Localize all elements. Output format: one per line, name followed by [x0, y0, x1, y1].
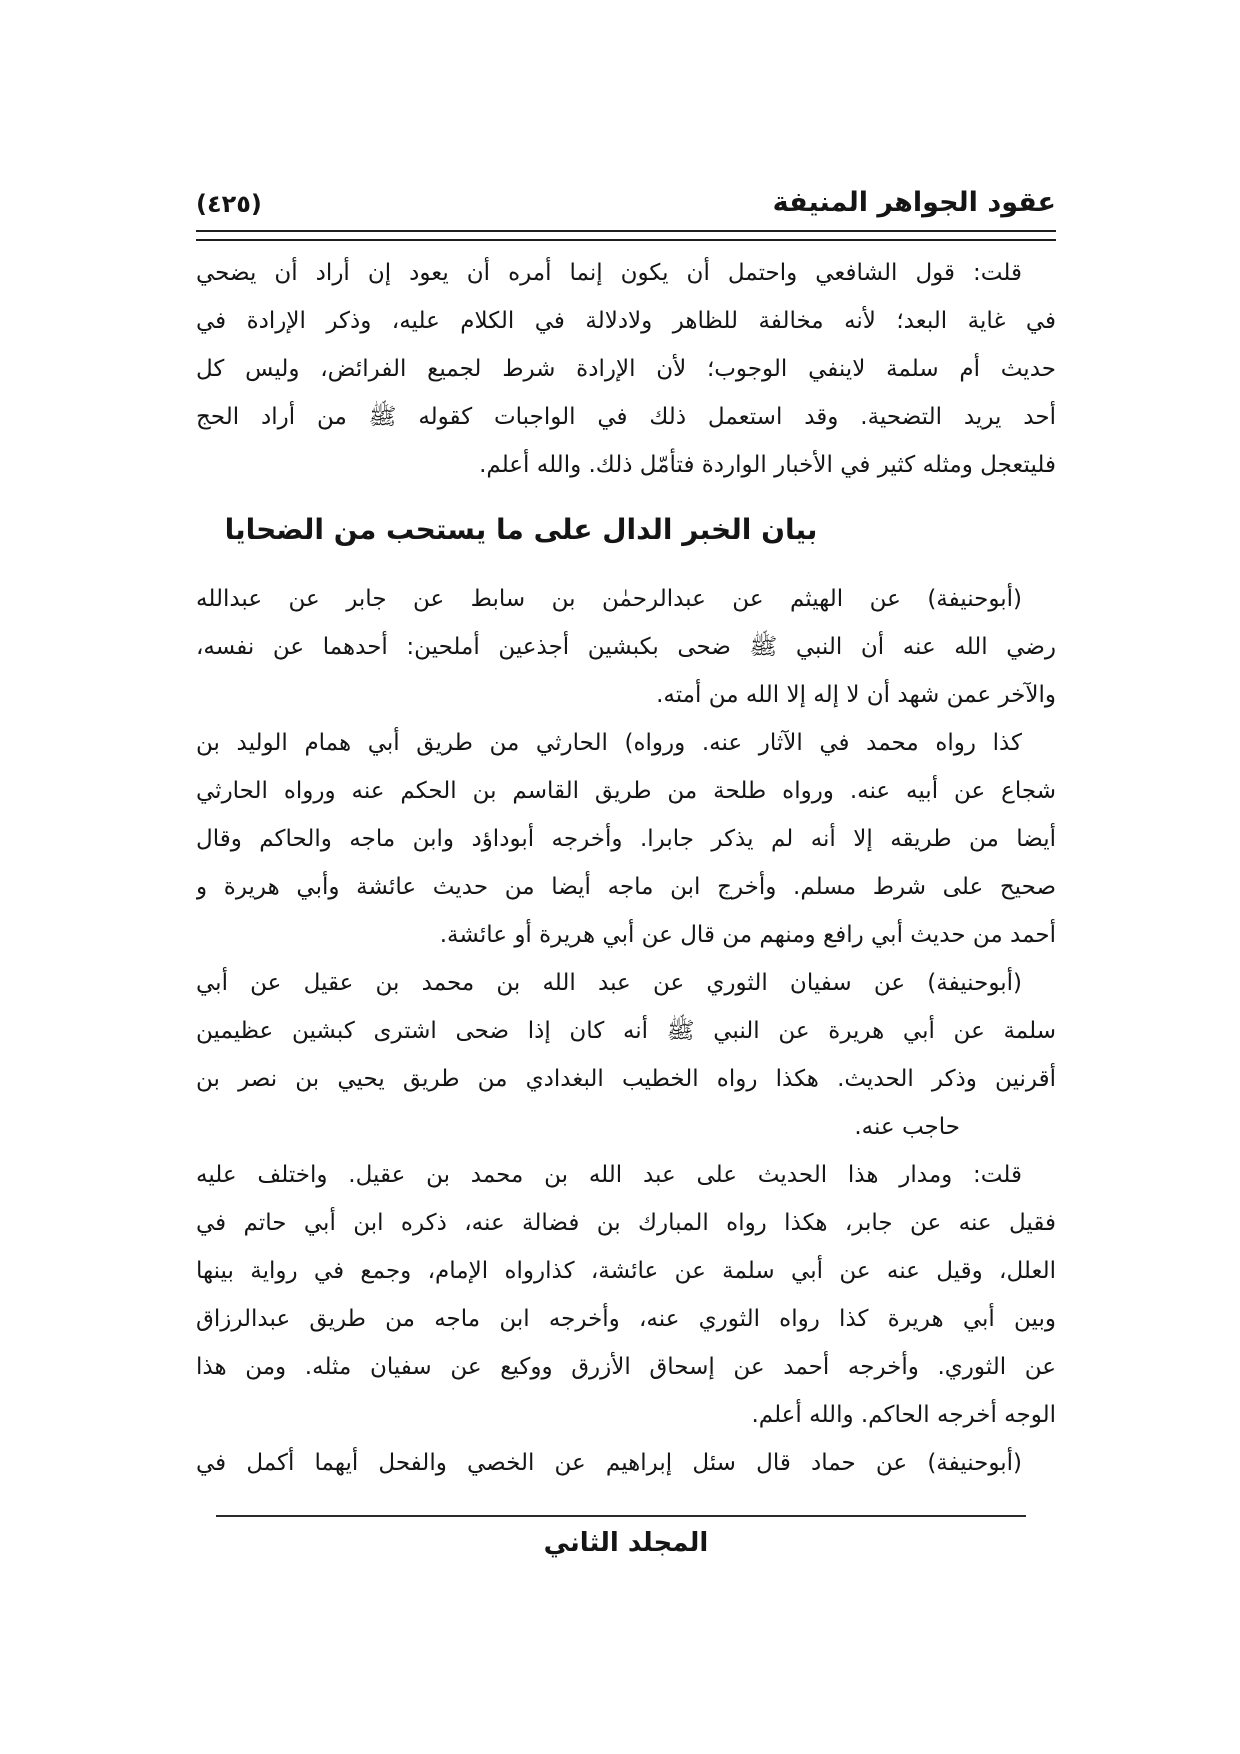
paragraph: [196, 719, 1056, 959]
paragraph: [196, 959, 1056, 1151]
page-number: (٤٢٥): [196, 190, 262, 218]
text-line: سلمة عن أبي هريرة عن النبي ﷺ أنه كان إذا ضحى اشترى كبشين عظيمين: [196, 1018, 1056, 1044]
text-line: شجاع عن أبيه عنه. ورواه طلحة من طريق القاسم بن الحكم عنه ورواه الحارثي: [196, 778, 1056, 804]
running-head: [196, 184, 1056, 218]
text-line: وبين أبي هريرة كذا رواه الثوري عنه، وأخرجه ابن ماجه من طريق عبدالرزاق: [196, 1306, 1056, 1332]
header-double-rule: [196, 230, 1056, 241]
text-line: (أبوحنيفة) عن حماد قال سئل إبراهيم عن الخصي والفحل أيهما أكمل في: [196, 1450, 1022, 1476]
text-line: (أبوحنيفة) عن سفيان الثوري عن عبد الله بن محمد بن عقيل عن أبي: [196, 970, 1022, 996]
paragraph: [196, 1151, 1056, 1439]
text-line: الوجه أخرجه الحاكم. والله أعلم.: [751, 1402, 1056, 1428]
text-line: صحيح على شرط مسلم. وأخرج ابن ماجه أيضا من حديث عائشة وأبي هريرة و: [196, 874, 1056, 900]
text-body: [196, 249, 1056, 1487]
text-line: فليتعجل ومثله كثير في الأخبار الواردة فتأمّل ذلك. والله أعلم.: [479, 452, 1056, 478]
text-line: كذا رواه محمد في الآثار عنه. ورواه) الحارثي من طريق أبي همام الوليد بن: [196, 730, 1022, 756]
footer-rule: [216, 1515, 1026, 1517]
text-line: عن الثوري. وأخرجه أحمد عن إسحاق الأزرق ووكيع عن سفيان مثله. ومن هذا: [196, 1354, 1056, 1380]
text-line: في غاية البعد؛ لأنه مخالفة للظاهر ولادلالة في الكلام عليه، وذكر الإرادة في: [196, 308, 1056, 334]
text-line: قلت: قول الشافعي واحتمل أن يكون إنما أمره أن يعود إن أراد أن يضحي: [196, 260, 1022, 286]
text-line: والآخر عمن شهد أن لا إله إلا الله من أمته.: [656, 682, 1056, 708]
text-line: أقرنين وذكر الحديث. هكذا رواه الخطيب البغدادي من طريق يحيي بن نصر بن: [196, 1066, 1056, 1092]
text-line: رضي الله عنه أن النبي ﷺ ضحى بكبشين أجذعين أملحين: أحدهما عن نفسه،: [196, 634, 1056, 660]
paragraph: [196, 1439, 1056, 1487]
text-line: أيضا من طريقه إلا أنه لم يذكر جابرا. وأخرجه أبوداؤد وابن ماجه والحاكم وقال: [196, 826, 1056, 852]
text-line: حديث أم سلمة لاينفي الوجوب؛ لأن الإرادة شرط لجميع الفرائض، وليس كل: [196, 356, 1056, 382]
text-line: فقيل عنه عن جابر، هكذا رواه المبارك بن فضالة عنه، ذكره ابن أبي حاتم في: [196, 1210, 1056, 1236]
paragraph: [196, 249, 1056, 489]
text-line: (أبوحنيفة) عن الهيثم عن عبدالرحمٰن بن سابط عن جابر عن عبدالله: [196, 586, 1022, 612]
text-line: العلل، وقيل عنه عن أبي سلمة عن عائشة، كذارواه الإمام، وجمع في رواية بينها: [196, 1258, 1056, 1284]
paragraph: [196, 575, 1056, 719]
section-heading: بيان الخبر الدال على ما يستحب من الضحايا: [224, 512, 818, 546]
text-line: أحمد من حديث أبي رافع ومنهم من قال عن أبي هريرة أو عائشة.: [439, 922, 1056, 948]
text-line: حاجب عنه.: [854, 1114, 960, 1140]
text-line: قلت: ومدار هذا الحديث على عبد الله بن محمد بن عقيل. واختلف عليه: [196, 1162, 1022, 1188]
volume-label: المجلد الثاني: [543, 1528, 709, 1558]
text-line: أحد يريد التضحية. وقد استعمل ذلك في الواجبات كقوله ﷺ من أراد الحج: [196, 404, 1056, 430]
book-title: عقود الجواهر المنيفة: [772, 187, 1056, 218]
